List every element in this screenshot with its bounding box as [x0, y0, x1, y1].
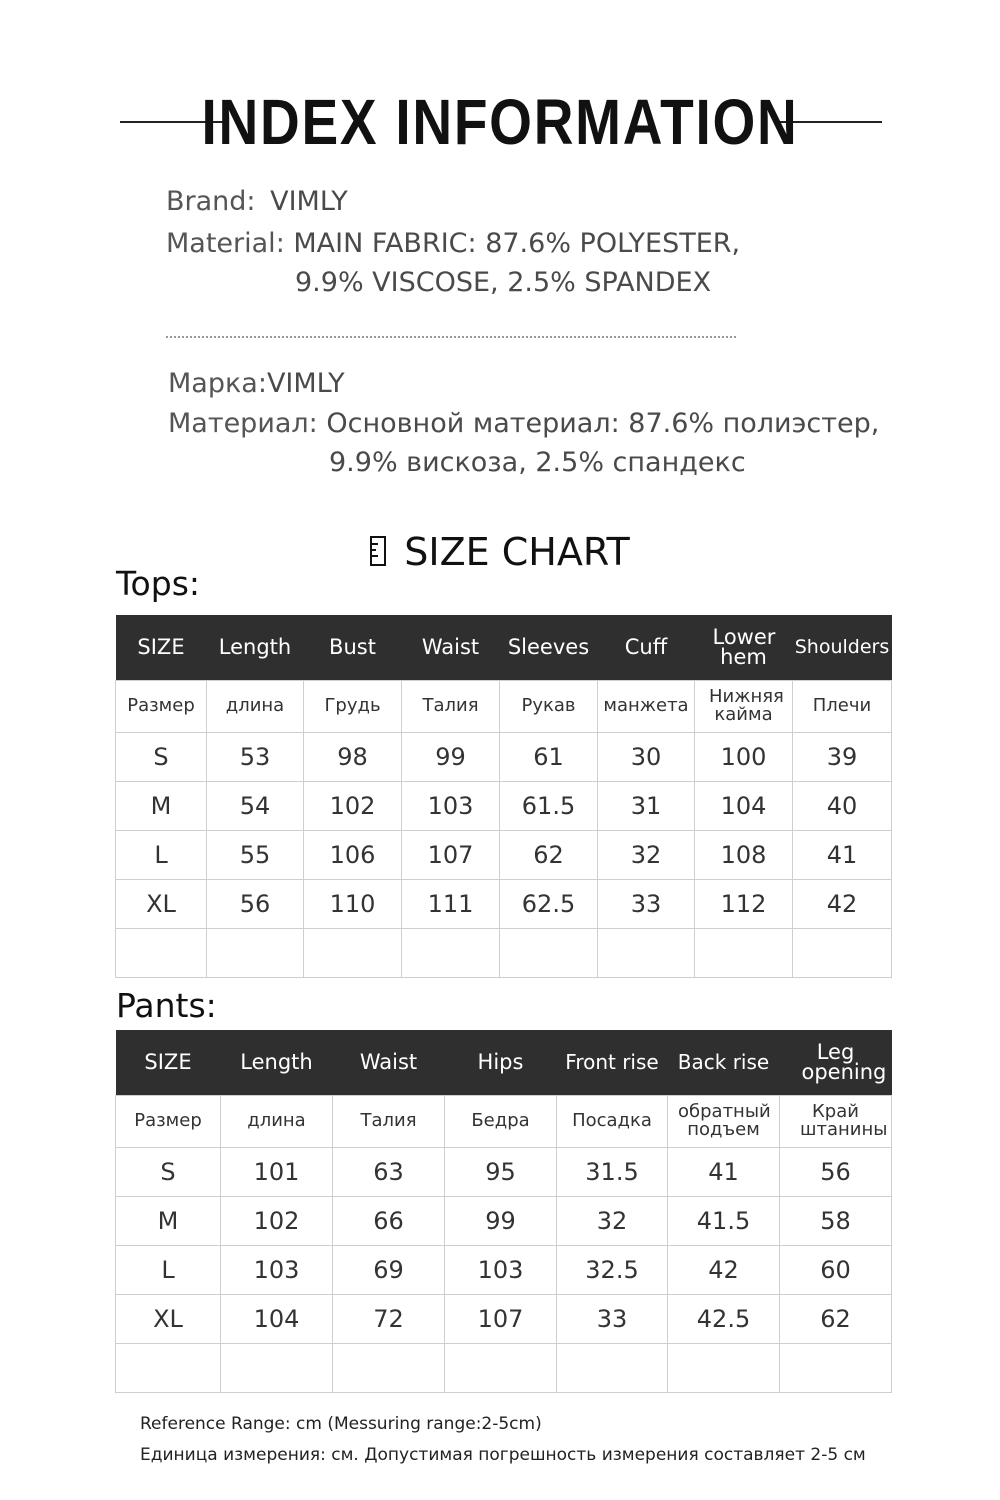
table-cell: 55	[207, 830, 304, 879]
pants-header-cell: Leg opening	[780, 1030, 892, 1095]
material-value-ru-2: 9.9% вискоза, 2.5% спандекс	[329, 447, 746, 478]
table-cell	[221, 1343, 333, 1392]
tops-header-cell: Length	[207, 615, 304, 680]
table-row-empty	[116, 928, 892, 977]
table-cell: 54	[207, 781, 304, 830]
table-cell: 95	[445, 1147, 557, 1196]
table-cell	[793, 928, 892, 977]
table-cell: 32	[598, 830, 695, 879]
table-row	[116, 732, 892, 781]
tops-header-cell: Sleeves	[500, 615, 598, 680]
table-cell	[445, 1343, 557, 1392]
tops-ru-cell: Размер	[116, 680, 207, 732]
table-cell	[780, 1343, 892, 1392]
table-cell: 31	[598, 781, 695, 830]
material-value-ru-1: Основной материал: 87.6% полиэстер,	[326, 408, 880, 439]
page-title: INDEX INFORMATION	[201, 86, 799, 158]
table-row-empty	[116, 1343, 892, 1392]
tops-header-cell: Lower hem	[695, 615, 793, 680]
pants-header-cell: SIZE	[116, 1030, 221, 1095]
table-cell: 62.5	[500, 879, 598, 928]
tops-ru-cell: длина	[207, 680, 304, 732]
tops-header-cell: Bust	[304, 615, 402, 680]
table-cell: S	[116, 1147, 221, 1196]
dotted-divider	[166, 336, 736, 338]
tops-header-cell: SIZE	[116, 615, 207, 680]
table-cell	[668, 1343, 780, 1392]
table-cell: 42	[793, 879, 892, 928]
tops-ru-cell: манжета	[598, 680, 695, 732]
table-cell: 103	[445, 1245, 557, 1294]
table-cell: XL	[116, 879, 207, 928]
pants-header-cell: Length	[221, 1030, 333, 1095]
brand-label-en: Brand:	[166, 186, 256, 217]
table-cell: 110	[304, 879, 402, 928]
table-cell: XL	[116, 1294, 221, 1343]
table-cell: 102	[304, 781, 402, 830]
pants-ru-header-row	[116, 1095, 892, 1147]
pants-header-row	[116, 1030, 892, 1095]
table-cell: 62	[500, 830, 598, 879]
table-cell: 104	[221, 1294, 333, 1343]
tops-header-cell: Shoulders	[793, 615, 892, 680]
table-cell	[500, 928, 598, 977]
pants-header-cell: Hips	[445, 1030, 557, 1095]
table-cell: 103	[402, 781, 500, 830]
pants-ru-cell: Бедра	[445, 1095, 557, 1147]
pants-ru-cell: Край штанины	[780, 1095, 892, 1147]
table-row	[116, 1147, 892, 1196]
table-cell: L	[116, 1245, 221, 1294]
size-chart-title: SIZE CHART	[404, 530, 630, 574]
pants-ru-cell: длина	[221, 1095, 333, 1147]
tops-ru-cell: Нижняя кайма	[695, 680, 793, 732]
tops-header-cell: Waist	[402, 615, 500, 680]
pants-header-cell: Back rise	[668, 1030, 780, 1095]
table-cell: 41.5	[668, 1196, 780, 1245]
tops-header-row	[116, 615, 892, 680]
table-cell: 32	[557, 1196, 668, 1245]
brand-value-ru: VIMLY	[266, 368, 345, 399]
table-row	[116, 1294, 892, 1343]
pants-header-cell: Waist	[333, 1030, 445, 1095]
table-cell: 106	[304, 830, 402, 879]
table-cell: 66	[333, 1196, 445, 1245]
pants-ru-cell: Размер	[116, 1095, 221, 1147]
table-cell: S	[116, 732, 207, 781]
material-label-ru: Материал:	[168, 408, 318, 439]
pants-header-cell: Front rise	[557, 1030, 668, 1095]
table-cell: 31.5	[557, 1147, 668, 1196]
table-cell: 69	[333, 1245, 445, 1294]
table-cell: 102	[221, 1196, 333, 1245]
table-cell: 42.5	[668, 1294, 780, 1343]
table-cell	[402, 928, 500, 977]
table-cell: 63	[333, 1147, 445, 1196]
tops-header-cell: Cuff	[598, 615, 695, 680]
material-label-en: Material:	[166, 228, 285, 259]
table-row	[116, 1196, 892, 1245]
table-cell	[333, 1343, 445, 1392]
table-cell: 99	[402, 732, 500, 781]
table-cell: M	[116, 1196, 221, 1245]
table-cell: 41	[668, 1147, 780, 1196]
pants-table	[115, 1030, 892, 1393]
table-cell: 103	[221, 1245, 333, 1294]
table-cell: 60	[780, 1245, 892, 1294]
table-cell	[116, 928, 207, 977]
table-cell	[207, 928, 304, 977]
table-cell	[695, 928, 793, 977]
table-cell: L	[116, 830, 207, 879]
table-row	[116, 830, 892, 879]
table-cell: 100	[695, 732, 793, 781]
ruler-icon	[370, 536, 386, 566]
pants-ru-cell: Посадка	[557, 1095, 668, 1147]
table-cell: M	[116, 781, 207, 830]
table-cell: 98	[304, 732, 402, 781]
material-value-en-2: 9.9% VISCOSE, 2.5% SPANDEX	[295, 267, 712, 298]
brand-line-ru	[168, 365, 345, 403]
tops-ru-header-row	[116, 680, 892, 732]
table-cell: 33	[598, 879, 695, 928]
measurement-note-ru: Единица измерения: см. Допустимая погрешность измерения составляет 2-5 см	[140, 1445, 866, 1465]
table-cell: 61	[500, 732, 598, 781]
tops-ru-cell: Талия	[402, 680, 500, 732]
brand-label-ru: Марка:	[168, 368, 267, 399]
tops-label: Tops:	[116, 564, 200, 603]
table-cell: 42	[668, 1245, 780, 1294]
table-cell: 53	[207, 732, 304, 781]
table-cell: 111	[402, 879, 500, 928]
material-line-en	[166, 225, 740, 263]
table-cell	[304, 928, 402, 977]
pants-ru-cell: обратный подъем	[668, 1095, 780, 1147]
table-cell: 56	[780, 1147, 892, 1196]
table-row	[116, 879, 892, 928]
table-cell: 107	[445, 1294, 557, 1343]
table-cell: 107	[402, 830, 500, 879]
pants-label: Pants:	[116, 986, 217, 1025]
table-cell: 58	[780, 1196, 892, 1245]
tops-table	[115, 615, 892, 978]
table-cell	[557, 1343, 668, 1392]
table-cell: 61.5	[500, 781, 598, 830]
pants-ru-cell: Талия	[333, 1095, 445, 1147]
tops-ru-cell: Грудь	[304, 680, 402, 732]
table-cell: 62	[780, 1294, 892, 1343]
table-cell: 41	[793, 830, 892, 879]
material-line-ru	[168, 405, 879, 443]
table-cell: 30	[598, 732, 695, 781]
table-cell: 112	[695, 879, 793, 928]
table-cell: 39	[793, 732, 892, 781]
table-cell: 33	[557, 1294, 668, 1343]
brand-line-en	[166, 183, 348, 221]
table-cell: 101	[221, 1147, 333, 1196]
table-cell: 40	[793, 781, 892, 830]
table-cell: 56	[207, 879, 304, 928]
table-cell	[116, 1343, 221, 1392]
table-cell	[598, 928, 695, 977]
table-cell: 72	[333, 1294, 445, 1343]
material-value-en-1: MAIN FABRIC: 87.6% POLYESTER,	[293, 228, 741, 259]
tops-ru-cell: Рукав	[500, 680, 598, 732]
brand-value-en: VIMLY	[270, 186, 348, 217]
tops-ru-cell: Плечи	[793, 680, 892, 732]
table-cell: 32.5	[557, 1245, 668, 1294]
table-cell: 108	[695, 830, 793, 879]
table-cell: 104	[695, 781, 793, 830]
table-row	[116, 1245, 892, 1294]
reference-range-note: Reference Range: cm (Messuring range:2-5cm)	[140, 1414, 542, 1434]
table-cell: 99	[445, 1196, 557, 1245]
table-row	[116, 781, 892, 830]
